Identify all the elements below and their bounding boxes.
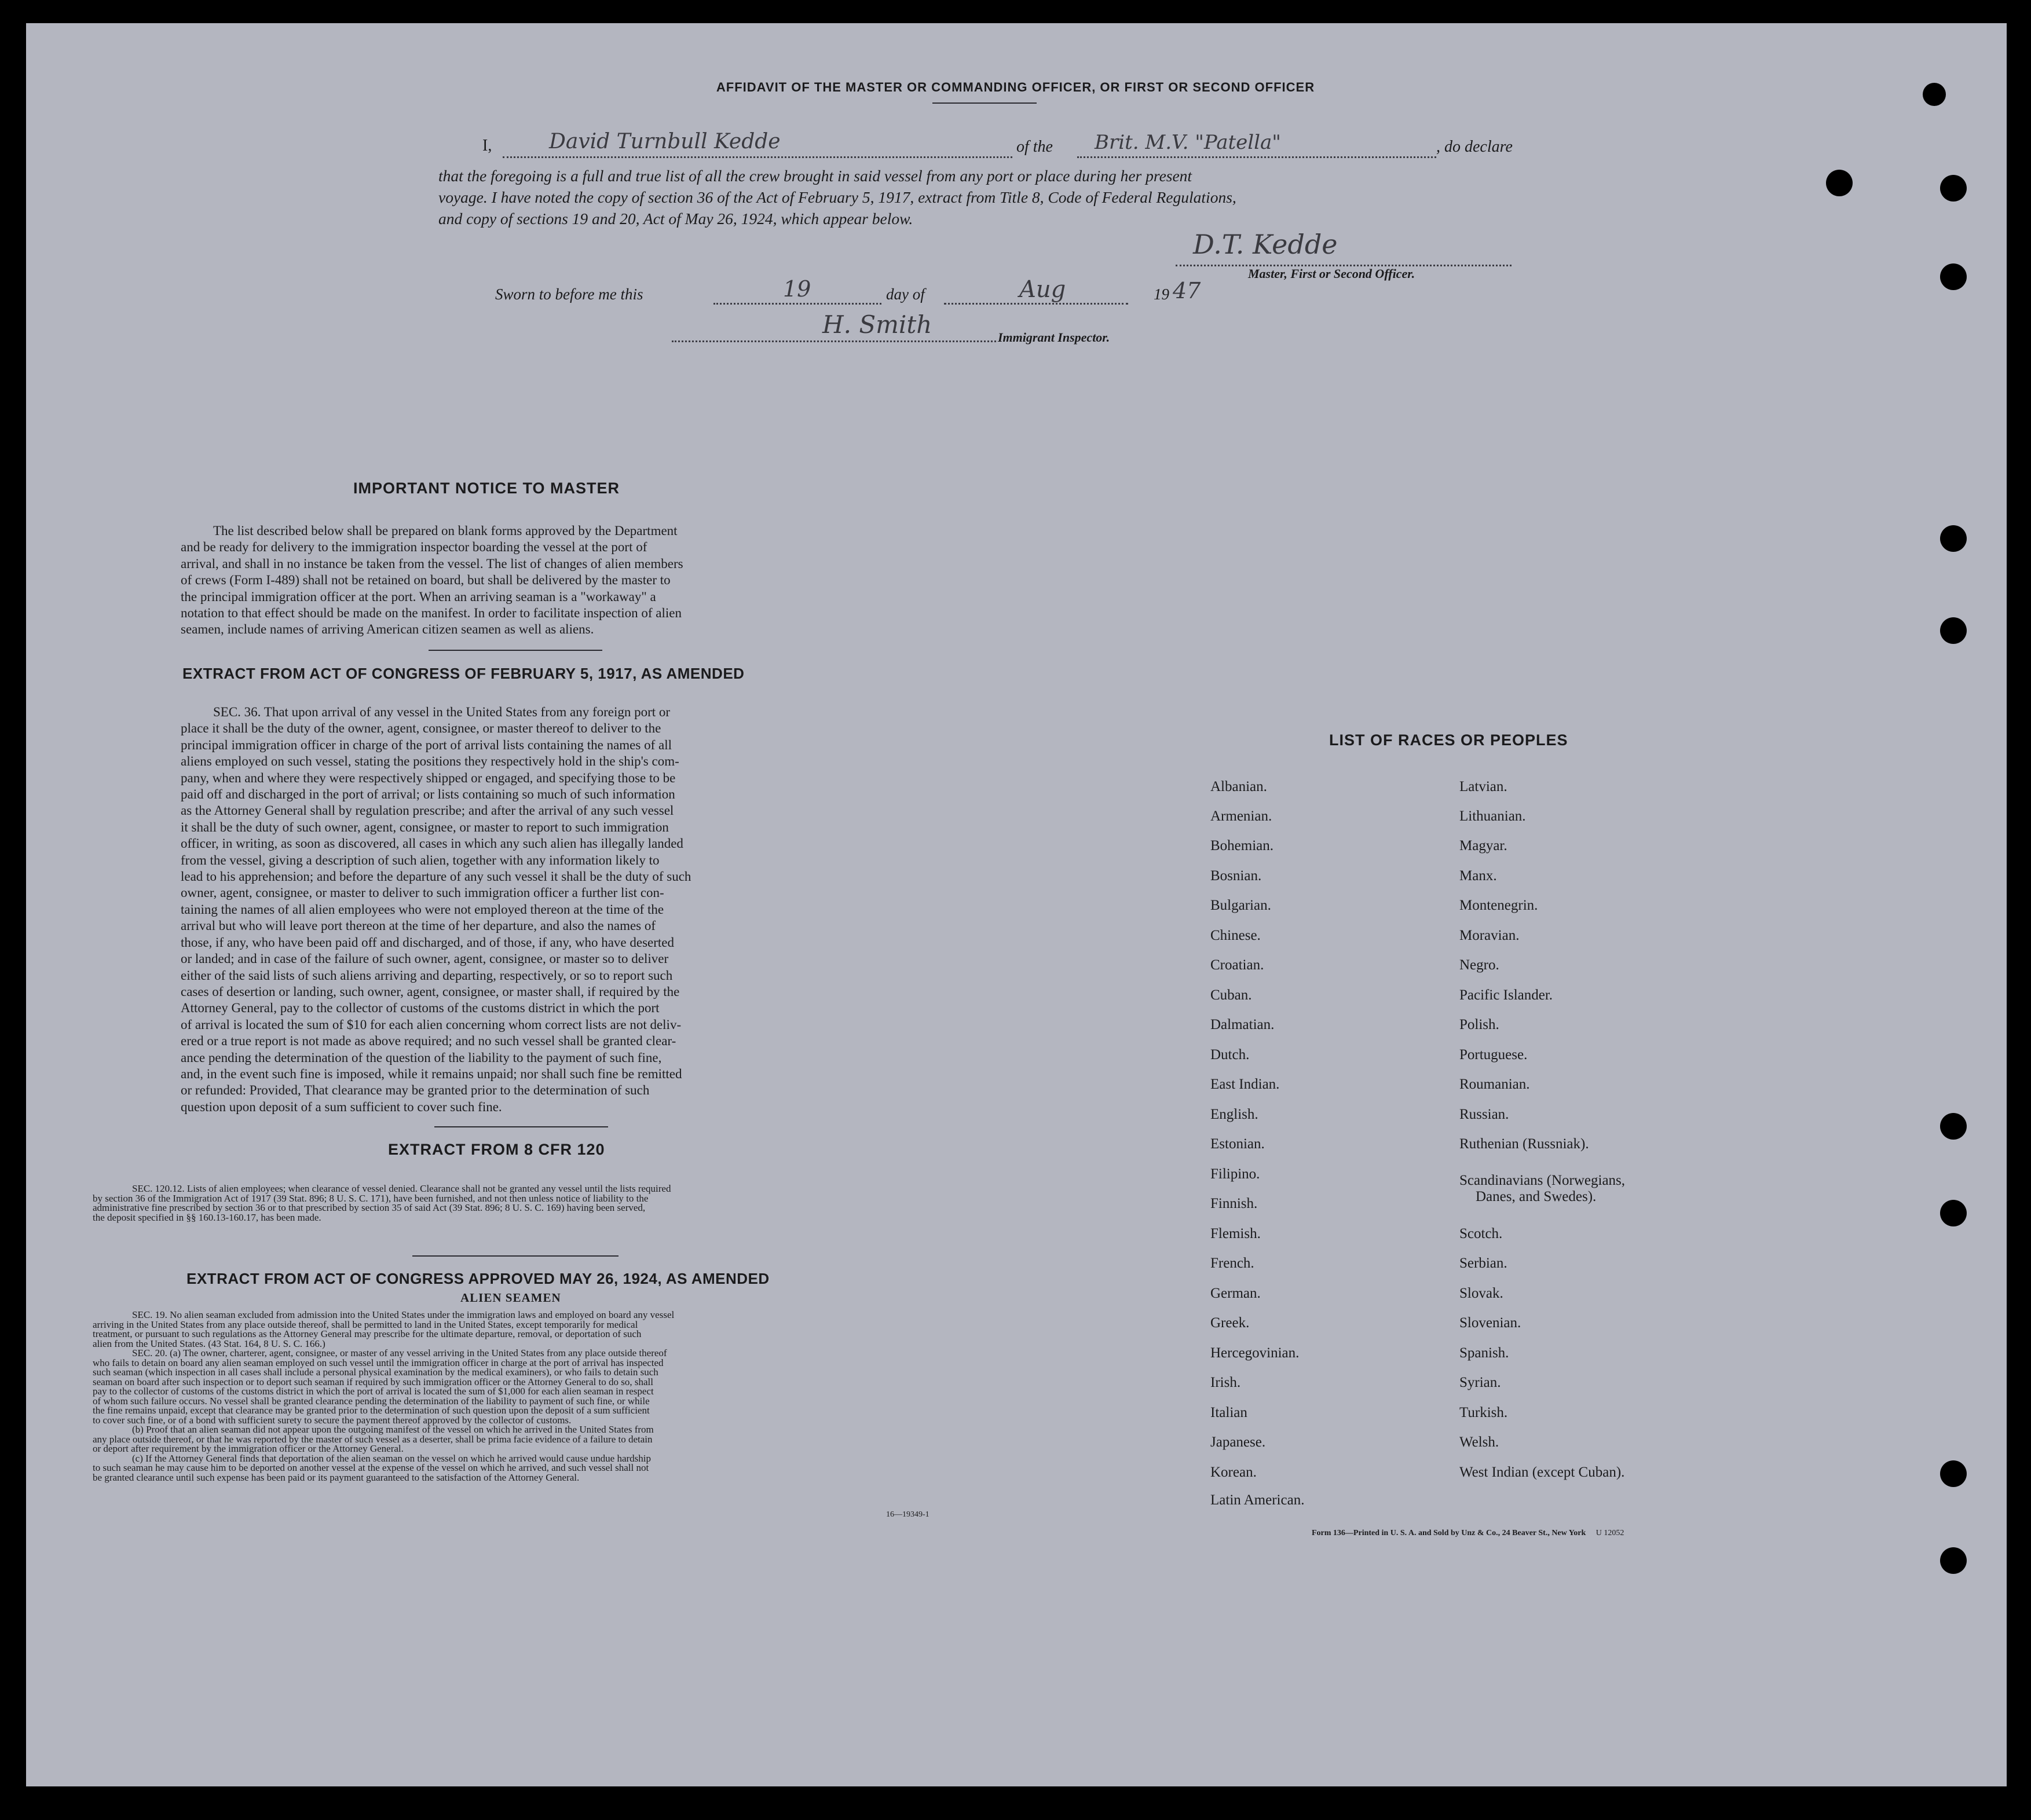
race-item: Scotch. (1459, 1226, 1503, 1242)
sec36-line: taining the names of all alien employees who were not employed thereon at the time of the (181, 902, 664, 917)
sec36-line: officer, in writing, as soon as discovered, all cases in which any such alien has illegally landed (181, 836, 683, 851)
notice-line: The list described below shall be prepared on blank forms approved by the Department (213, 523, 678, 538)
race-item: Bohemian. (1210, 838, 1274, 854)
sec20-line: (b) Proof that an alien seaman did not appear upon the outgoing manifest of the vessel on which he arrived in the United States from (132, 1424, 654, 1435)
year-handwriting: 47 (1173, 278, 1201, 303)
punch-hole (1940, 617, 1967, 644)
section-rule (429, 650, 602, 651)
sec20-line: any place outside thereof, or that he was reported by the master of such vessel as a deserter, shall be prima facie evidence of a failure to detain (93, 1433, 653, 1445)
race-item: Magyar. (1459, 838, 1507, 854)
race-item: East Indian. (1210, 1076, 1280, 1092)
sec36-line: arrival but who will leave port thereon at the time of her departure, and also the names of (181, 918, 656, 933)
race-item: Latin American. (1210, 1492, 1305, 1508)
sec36-line: those, if any, who have been paid off and discharged, and of those, if any, who have deserted (181, 935, 675, 950)
sec36-line: as the Attorney General shall by regulation prescribe; and after the arrival of any such vessel (181, 803, 674, 818)
extract-1917-title: EXTRACT FROM ACT OF CONGRESS OF FEBRUARY 5, 1917, AS AMENDED (182, 665, 745, 682)
race-item: Danes, and Swedes). (1476, 1189, 1597, 1204)
cfr-line: SEC. 120.12. Lists of alien employees; when clearance of vessel denied. Clearance shall not be granted any vessel until the lists required (132, 1183, 671, 1194)
race-item: German. (1210, 1286, 1261, 1301)
race-item: Russian. (1459, 1107, 1509, 1122)
sec36-line: or landed; and in case of the failure of such owner, agent, consignee, or master so to deliver (181, 951, 669, 966)
sec20-line: pay to the collector of customs of the customs district in which the port of arrival is located the sum of $1,000 for each alien seaman in respect (93, 1386, 654, 1397)
race-item: Croatian. (1210, 957, 1264, 973)
race-item: Turkish. (1459, 1405, 1508, 1420)
sec20-line: the fine remains unpaid, except that clearance may be granted prior to the determination of such question upon the deposit of a sum sufficient (93, 1405, 650, 1416)
affidavit-line1 (482, 137, 492, 155)
race-item: English. (1210, 1107, 1258, 1122)
month-handwriting: Aug (1019, 276, 1066, 303)
extract-1924-subtitle: ALIEN SEAMEN (460, 1291, 561, 1305)
vessel-handwriting: Brit. M.V. "Patella" (1095, 131, 1281, 154)
form-print-note: Form 136—Printed in U. S. A. and Sold by Unz & Co., 24 Beaver St., New York (1312, 1529, 1586, 1537)
sec36-line: either of the said lists of such aliens arriving and departing, respectively, or so to report such (181, 968, 673, 983)
race-item: Scandinavians (Norwegians, (1459, 1173, 1626, 1188)
affidavit-line4: and copy of sections 19 and 20, Act of May 26, 1924, which appear below. (438, 210, 913, 228)
sec20-line: to such seaman he may cause him to be deported on another vessel at the expense of the vessel on which he arrived, and such vessel shall not (93, 1462, 649, 1473)
cfr-line: the deposit specified in §§ 160.13-160.17, has been made. (93, 1211, 321, 1223)
form-number-code: 16—19349-1 (886, 1510, 929, 1519)
sec36-line: cases of desertion or landing, such owner, agent, consignee, or master shall, if required by the (181, 984, 680, 999)
extract-cfr-text (93, 1184, 941, 1222)
affidavit-line2: that the foregoing is a full and true list of all the crew brought in said vessel from any port or place during her present (438, 167, 1192, 185)
notice-line: seamen, include names of arriving American citizen seamen as well as aliens. (181, 622, 594, 637)
form-footer (1312, 1529, 1624, 1538)
day-field (713, 276, 881, 305)
sec36-line: aliens employed on such vessel, stating the positions they respectively hold in the ship's com- (181, 754, 679, 769)
race-item: Flemish. (1210, 1226, 1261, 1242)
sec36-line: place it shall be the duty of the owner, agent, consignee, or master thereof to deliver to the (181, 721, 661, 736)
punch-hole (1940, 263, 1967, 290)
sec20-line: SEC. 20. (a) The owner, charterer, agent, consignee, or master of any vessel arriving in the United States from any place outside thereof (132, 1347, 667, 1358)
master-signature: D.T. Kedde (1193, 229, 1338, 260)
race-item: Hercegovinian. (1210, 1345, 1300, 1361)
do-declare-label: , do declare (1436, 138, 1513, 156)
punch-hole (1940, 525, 1967, 552)
race-item: Dutch. (1210, 1047, 1250, 1063)
sec36-line: from the vessel, giving a description of such alien, together with any information likely to (181, 852, 660, 867)
races-title: LIST OF RACES OR PEOPLES (1329, 731, 1568, 749)
form-print-code: U 12052 (1595, 1529, 1624, 1537)
affidavit-line3: voyage. I have noted the copy of section 36 of the Act of February 5, 1917, extract from Title 8, Code of Federal Regulations, (438, 188, 1236, 206)
extract-1924-title: EXTRACT FROM ACT OF CONGRESS APPROVED MAY 26, 1924, AS AMENDED (186, 1270, 770, 1287)
master-label: Master, First or Second Officer. (1248, 266, 1415, 281)
sec20-line: who fails to detain on board any alien seaman employed on such vessel until the immigration officer in charge at the port of arrival has inspected (93, 1357, 664, 1368)
race-item: Dalmatian. (1210, 1017, 1275, 1032)
sec20-line: seaman on board after such inspection or to deport such seaman if required by such immigration officer or the Attorney General to do so, shall (93, 1376, 653, 1387)
cfr-line: administrative fine prescribed by section 36 or to that prescribed by section 35 of said Act (39 Stat. 896; 8 U. S. C. 169) having been served, (93, 1202, 646, 1213)
race-item: Bulgarian. (1210, 898, 1271, 913)
race-item: Ruthenian (Russniak). (1459, 1136, 1589, 1152)
race-item: Armenian. (1210, 808, 1272, 824)
race-item: Lithuanian. (1459, 808, 1526, 824)
sec20-line: be granted clearance until such expense has been paid or its payment guaranteed to the satisfaction of the Attorney General. (93, 1471, 580, 1483)
notice-text (181, 523, 846, 638)
race-item: Spanish. (1459, 1345, 1509, 1361)
sec36-line: lead to his apprehension; and before the departure of any such vessel it shall be the duty of such (181, 869, 691, 884)
extract-1917-text (181, 704, 846, 1115)
sec36-line: principal immigration officer in charge of the port of arrival lists containing the names of all (181, 737, 672, 752)
race-item: Korean. (1210, 1464, 1257, 1480)
sec36-line: of arrival is located the sum of $10 for each alien concerning whom correct lists are not deliv- (181, 1017, 682, 1032)
sec36-line: it shall be the duty of such owner, agent, consignee, or master to report to such immigration (181, 819, 669, 834)
section-rule (434, 1126, 608, 1127)
race-item: Bosnian. (1210, 868, 1262, 884)
sec36-line: ered or a true report is not made as above required; and no such vessel shall be granted clear- (181, 1034, 676, 1049)
section-rule (412, 1255, 619, 1257)
punch-hole (1826, 170, 1853, 196)
cfr-line: by section 36 of the Immigration Act of 1917 (39 Stat. 896; 8 U. S. C. 171), have been furnished, and not then unless notice of liability to the (93, 1192, 649, 1204)
race-item: Finnish. (1210, 1196, 1258, 1211)
sec19-line: arriving in the United States from any place outside thereof, shall be permitted to land in the United States, except temporarily for medical (93, 1319, 638, 1330)
sec36-line: paid off and discharged in the port of arrival; or lists containing so much of such information (181, 787, 675, 802)
punch-hole (1940, 175, 1967, 202)
race-item: Latvian. (1459, 779, 1507, 794)
inspector-label: Immigrant Inspector. (998, 330, 1110, 345)
notice-title: IMPORTANT NOTICE TO MASTER (353, 479, 620, 497)
name-handwriting: David Turnbull Kedde (549, 130, 781, 153)
master-signature-field (1176, 229, 1512, 266)
race-item: Moravian. (1459, 928, 1520, 943)
race-item: Albanian. (1210, 779, 1267, 794)
notice-line: and be ready for delivery to the immigration inspector boarding the vessel at the port of (181, 540, 647, 555)
affidavit-title-rule (932, 102, 1037, 104)
sec36-line: Attorney General, pay to the collector of customs of the customs district in which the port (181, 1001, 660, 1016)
sec20-line: such seaman (which inspection in all cases shall include a personal physical examination by the medical examiners), or who fails to detain such (93, 1367, 658, 1378)
punch-hole (1940, 1113, 1967, 1140)
sec36-line: and, in the event such fine is imposed, while it remains unpaid; nor shall such fine be remitted (181, 1066, 682, 1081)
race-item: Slovenian. (1459, 1315, 1521, 1331)
race-item: Italian (1210, 1405, 1247, 1420)
race-item: Slovak. (1459, 1286, 1503, 1301)
extract-1924-text (93, 1310, 941, 1482)
race-item: Negro. (1459, 957, 1499, 973)
sec19-line: SEC. 19. No alien seaman excluded from admission into the United States under the immigration laws and employed on board any vessel (132, 1309, 675, 1320)
pre-name: I, (482, 137, 492, 155)
race-item: Polish. (1459, 1017, 1499, 1032)
race-item: Welsh. (1459, 1434, 1499, 1450)
race-item: West Indian (except Cuban). (1459, 1464, 1625, 1480)
of-the-label: of the (1016, 138, 1053, 156)
sec19-line: alien from the United States. (43 Stat. 164, 8 U. S. C. 166.) (93, 1338, 325, 1349)
notice-line: arrival, and shall in no instance be taken from the vessel. The list of changes of alien members (181, 556, 683, 571)
race-item: Montenegrin. (1459, 898, 1538, 913)
notice-line: the principal immigration officer at the port. When an arriving seaman is a "workaway" a (181, 589, 656, 604)
race-item: French. (1210, 1255, 1254, 1271)
sec20-line: of whom such failure occurs. No vessel shall be granted clearance pending the determination of the liability to payment of such fine, or while (93, 1395, 650, 1407)
race-item: Syrian. (1459, 1375, 1501, 1390)
vessel-field (1077, 132, 1436, 158)
race-item: Manx. (1459, 868, 1497, 884)
punch-hole (1940, 1547, 1967, 1574)
sec20-line: to cover such fine, or of a bond with sufficient surety to secure the payment thereof approved by the collector of customs. (93, 1414, 572, 1426)
race-item: Estonian. (1210, 1136, 1265, 1152)
inspector-signature: H. Smith (822, 310, 932, 339)
sec36-line: SEC. 36. That upon arrival of any vessel in the United States from any foreign port or (213, 705, 671, 719)
day-of-label: day of (886, 285, 925, 303)
day-handwriting: 19 (783, 276, 811, 302)
sec36-line: pany, when and where they were respectively shipped or engaged, and specifying those to be (181, 770, 676, 785)
name-field (503, 132, 1012, 158)
extract-cfr-title: EXTRACT FROM 8 CFR 120 (388, 1141, 605, 1158)
notice-line: notation to that effect should be made on the manifest. In order to facilitate inspection of alien (181, 606, 682, 621)
race-item: Pacific Islander. (1459, 987, 1553, 1003)
sec20-line: or deport after requirement by the immigration officer or the Attorney General. (93, 1443, 404, 1454)
year-printed: 19 (1154, 285, 1169, 303)
sec36-line: question upon deposit of a sum sufficient to cover such fine. (181, 1099, 502, 1114)
sworn-label: Sworn to before me this (495, 285, 643, 303)
sec36-line: ance pending the determination of the question of the liability to the payment of such fine, (181, 1050, 662, 1065)
month-field (944, 276, 1128, 305)
sec19-line: treatment, or pursuant to such regulations as the Attorney General may prescribe for the ultimate departure, removal, or deportation of such (93, 1328, 642, 1339)
affidavit-title: AFFIDAVIT OF THE MASTER OR COMMANDING OFFICER, OR FIRST OR SECOND OFFICER (716, 80, 1315, 94)
race-item: Japanese. (1210, 1434, 1266, 1450)
sec36-line: owner, agent, consignee, or master to deliver to such immigration officer a further list con- (181, 885, 664, 900)
notice-line: of crews (Form I-489) shall not be retained on board, but shall be delivered by the master to (181, 573, 671, 588)
race-item: Filipino. (1210, 1166, 1260, 1182)
inspector-signature-field (672, 310, 996, 342)
race-item: Roumanian. (1459, 1076, 1530, 1092)
sec20-line: (c) If the Attorney General finds that deportation of the alien seaman on the vessel on which he arrived would cause undue hardship (132, 1452, 651, 1464)
punch-hole (1940, 1200, 1967, 1226)
race-item: Irish. (1210, 1375, 1241, 1390)
race-item: Cuban. (1210, 987, 1252, 1003)
race-item: Portuguese. (1459, 1047, 1528, 1063)
race-item: Greek. (1210, 1315, 1250, 1331)
race-item: Serbian. (1459, 1255, 1507, 1271)
race-item: Chinese. (1210, 928, 1261, 943)
sec36-line: or refunded: Provided, That clearance may be granted prior to the determination of such (181, 1083, 650, 1098)
punch-hole (1940, 1460, 1967, 1487)
